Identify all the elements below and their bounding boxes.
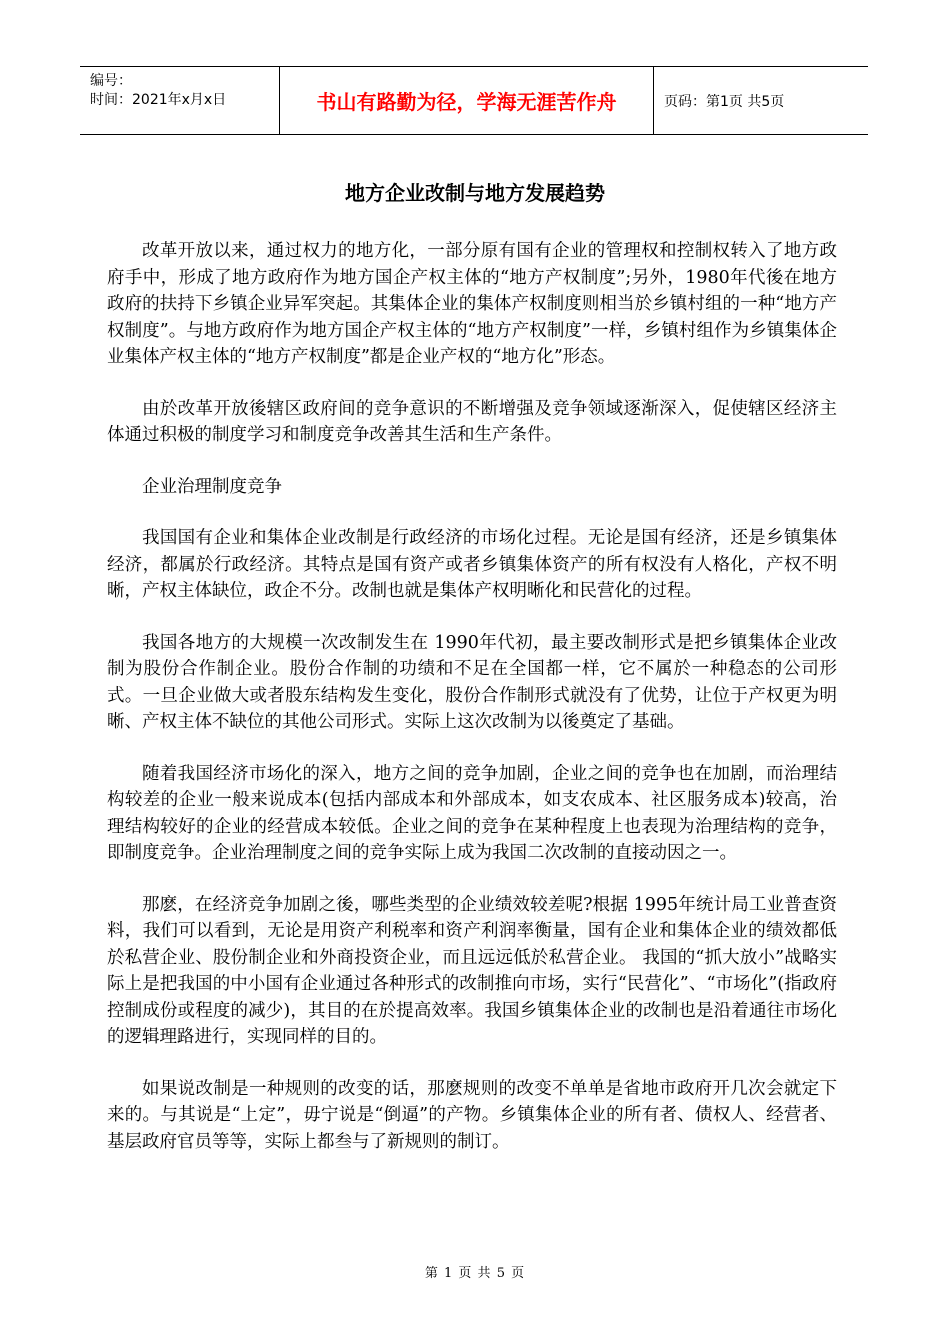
document-header [80, 66, 868, 135]
page-footer: 第 1 页 共 5 页 [424, 1266, 526, 1281]
header-meta-cell [80, 67, 280, 134]
paragraph: 我国国有企业和集体企业改制是行政经济的市场化过程。无论是国有经济，还是乡镇集体经济，都属於行政经济。其特点是国有资产或者乡镇集体资产的所有权没有人格化，产权不明晰，产权主体缺位，政企不分。改制也就是集体产权明晰化和民营化的过程。 [107, 528, 837, 601]
time-label: 时间：2021年x月x日 [90, 92, 227, 108]
paragraph: 我国各地方的大规模一次改制发生在 1990年代初，最主要改制形式是把乡镇集体企业改制为股份合作制企业。股份合作制的功绩和不足在全国都一样，它不属於一种稳态的公司形式。一旦企业做大或者股东结构发生变化，股份合作制形式就没有了优势，让位于产权更为明晰、产权主体不缺位的其他公司形式。实际上这次改制为以後奠定了基础。 [107, 632, 837, 732]
code-label: 编号： [90, 73, 132, 89]
section-heading: 企业治理制度竞争 [142, 476, 282, 497]
paragraph: 随着我国经济市场化的深入，地方之间的竞争加剧，企业之间的竞争也在加剧，而治理结构较差的企业一般来说成本(包括内部成本和外部成本，如支农成本、社区服务成本)较高，治理结构较好的企业的经营成本较低。企业之间的竞争在某种程度上也表现为治理结构的竞争，即制度竞争。企业治理制度之间的竞争实际上成为我国二次改制的直接动因之一。 [107, 763, 837, 863]
paragraph: 由於改革开放後辖区政府间的竞争意识的不断增强及竞争领域逐渐深入，促使辖区经济主体通过积极的制度学习和制度竞争改善其生活和生产条件。 [107, 398, 837, 445]
paragraph: 如果说改制是一种规则的改变的话，那麽规则的改变不单单是省地市政府开几次会就定下来的。与其说是“上定”，毋宁说是“倒逼”的产物。乡镇集体企业的所有者、债权人、经营者、基层政府官员等等，实际上都叁与了新规则的制订。 [107, 1078, 837, 1152]
header-motto-cell [280, 67, 654, 134]
document-body [107, 238, 837, 1180]
header-page-cell [654, 67, 868, 134]
motto-text: 书山有路勤为径，学海无涯苦作舟 [316, 90, 617, 114]
document-title: 地方企业改制与地方发展趋势 [345, 181, 605, 205]
paragraph: 改革开放以来，通过权力的地方化，一部分原有国有企业的管理权和控制权转入了地方政府手中，形成了地方政府作为地方国企产权主体的“地方产权制度”;另外，1980年代後在地方政府的扶持下乡镇企业异军突起。其集体企业的集体产权制度则相当於乡镇村组的一种“地方产权制度”。与地方政府作为地方国企产权主体的“地方产权制度”一样，乡镇村组作为乡镇集体企业集体产权主体的“地方产权制度”都是企业产权的“地方化”形态。 [107, 241, 837, 367]
page-info: 页码：第1页 共5页 [664, 93, 785, 110]
paragraph: 那麽，在经济竞争加剧之後，哪些类型的企业绩效较差呢?根据 1995年统计局工业普查资料，我们可以看到，无论是用资产利税率和资产利润率衡量，国有企业和集体企业的绩效都低於私营企业、股份制企业和外商投资企业，而且远远低於私营企业。 我国的“抓大放小”战略实际上是把我国的中小国有企业通过各种形式的改制推向市场，实行“民营化”、“市场化”(指政府控制成份或程度的减少)，其目的在於提高效率。我国乡镇集体企业的改制也是沿着通往市场化的逻辑理路进行，实现同样的目的。 [107, 894, 837, 1047]
